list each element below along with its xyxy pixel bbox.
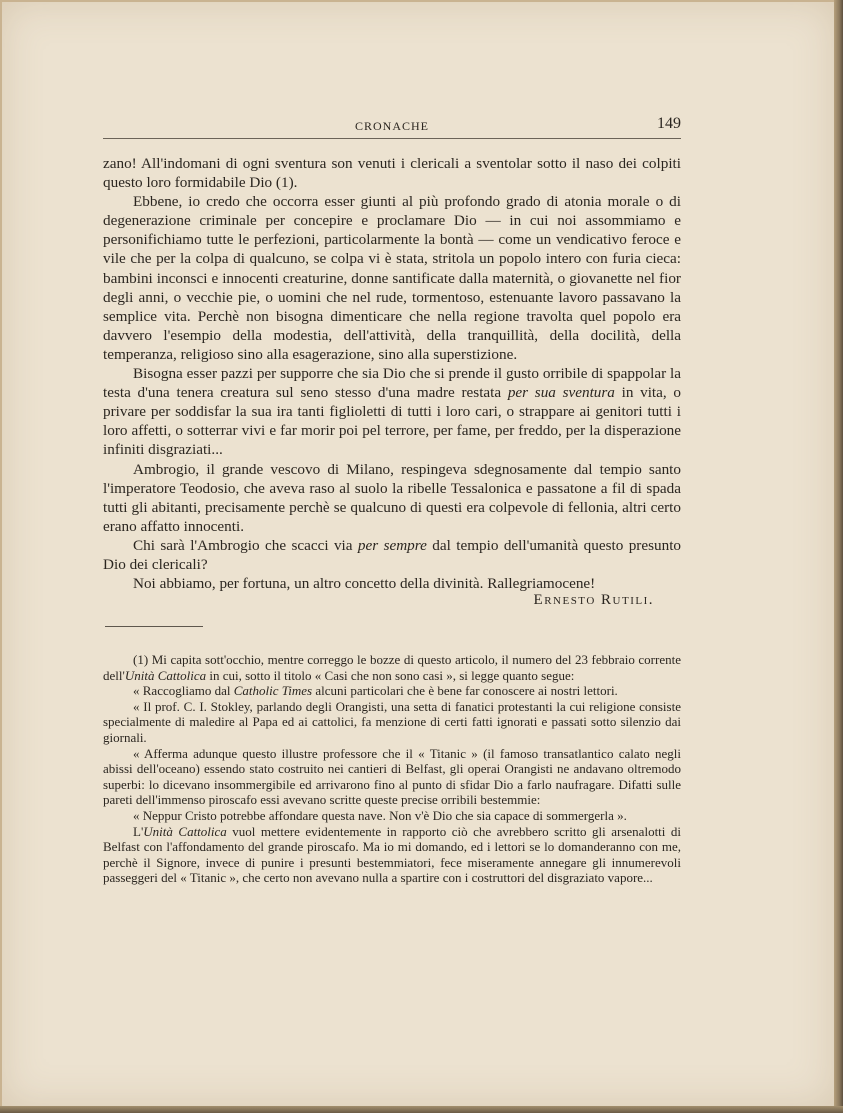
footnote: « Afferma adunque questo illustre professore che il « Titanic » (il famoso transatlantico calato negli abissi dell'oceano) essendo stato costruito nei cantieri di Belfast, gli operai Orangisti ne andavano oltremodo superbi: lo dicevano insommergibile ed arrivarono fino al punto di sfidar Dio a farlo naufragare. Difatti sulle pareti dell'immenso piroscafo essi avevano scritte queste precise orribili bestemmie: xyxy=(103,745,681,808)
text-run: dal tempio dell'umanità questo presunto Dio dei clericali? xyxy=(103,536,682,573)
italic-run: Unità Cattolica xyxy=(143,823,227,839)
footnote: « Il prof. C. I. Stokley, parlando degli Orangisti, una setta di fanatici protestanti la cui religione consiste specialmente di maledire al Papa ed ai cattolici, fa menzione di certi fatti ignorati e passati sotto silenzio dai giornali. xyxy=(103,698,681,745)
text-run: vuol mettere evidentemente in rapporto ciò che avrebbero scritto gli arsenalotti di Belfast con l'affondamento del grande piroscafo. Ma io mi domando, ed i lettori se lo domanderanno con me, perchè il Signore, invece di punire i presunti bestemmiatori, fece miseramente annegare gli innumerevoli passeggeri del « Titanic », che certo non avevano nulla a spartire con i costruttori del disgraziato vapore... xyxy=(103,823,681,886)
text-run: alcuni particolari che è bene far conoscere ai nostri lettori. xyxy=(312,683,618,699)
text-run: in cui, sotto il titolo « Casi che non sono casi », si legge quanto segue: xyxy=(206,667,575,683)
paragraph: Noi abbiamo, per fortuna, un altro concetto della divinità. Rallegriamocene! xyxy=(133,575,596,593)
bottom-edge xyxy=(0,1106,843,1113)
text-run: (1) Mi capita sott'occhio, mentre correggo le bozze di questo articolo, il numero del 23 febbraio corrente dell' xyxy=(103,652,681,683)
page-number: 149 xyxy=(657,115,681,132)
text-run: « Raccogliamo dal xyxy=(133,683,234,699)
author-signature: Ernesto Rutili. xyxy=(533,592,654,608)
footnote-separator xyxy=(105,626,203,627)
italic-run: Unità Cattolica xyxy=(124,667,207,683)
paragraph xyxy=(103,536,681,574)
paragraph xyxy=(103,364,681,459)
italic-run: per sempre xyxy=(357,536,427,554)
article-body xyxy=(103,154,681,593)
text-run: L' xyxy=(133,823,144,839)
footnote: « Neppur Cristo potrebbe affondare questa nave. Non v'è Dio che sia capace di sommergerla ». xyxy=(133,807,627,823)
italic-run: per sua sventura xyxy=(507,384,615,402)
running-head xyxy=(103,116,681,139)
footnote xyxy=(103,824,681,886)
paragraph: Ebbene, io credo che occorra esser giunti al più profondo grado di atonia morale o di degenerazione criminale per concepire e proclamare Dio — in cui noi assommiamo e personifichiamo tutte le perfezioni, particolarmente la bontà — come un vendicativo feroce e vile che per la colpa di qualcuno, se colpa vi è stata, stritola un popolo intero con furia cieca: bambini inconsci e innocenti creaturine, donne santificate dalla maternità, o giovanette nel fior degli anni, o vecchie pie, o uomini che nel rude, tormentoso, estenuante lavoro passavano la semplice vita. Perchè non bisogna dimenticare che nella regione travolta quel popolo era davvero l'esempio della modestia, dell'attività, della tranquillità, della docilità, della temperanza, religioso sino alla esagerazione, sino alla superstizione. xyxy=(103,193,681,363)
footnote xyxy=(103,652,681,683)
text-run: in vita, o privare per soddisfar la sua ira tanti figlioletti di tutti i loro cari, o strappare ai genitori tutti i loro affetti, o sotterrar vivi e far morir poi pel terrore, per fame, per freddo, per la disperazione infiniti disgraziati... xyxy=(103,384,681,459)
running-title: CRONACHE xyxy=(354,119,429,133)
page-edge xyxy=(834,0,843,1113)
footnotes xyxy=(103,652,681,886)
italic-run: Catholic Times xyxy=(233,683,313,699)
paragraph: zano! All'indomani di ogni sventura son venuti i clericali a sventolar sotto il naso dei colpiti questo loro formidabile Dio (1). xyxy=(103,155,681,192)
footnote xyxy=(103,683,681,699)
paragraph: Ambrogio, il grande vescovo di Milano, respingeva sdegnosamente dal tempio santo l'imperatore Teodosio, che aveva raso al suolo la ribelle Tessalonica e passatone a fil di spada tutti gli abitanti, precisamente perchè se qualcuno di questi era colpevole di fellonia, altri certo erano affatto innocenti. xyxy=(103,460,681,535)
text-run: Bisogna esser pazzi per supporre che sia Dio che si prende il gusto orribile di spappolar la testa d'una tenera creatura sul seno stesso d'una madre restata xyxy=(103,365,681,402)
text-run: Chi sarà l'Ambrogio che scacci via xyxy=(133,536,358,554)
